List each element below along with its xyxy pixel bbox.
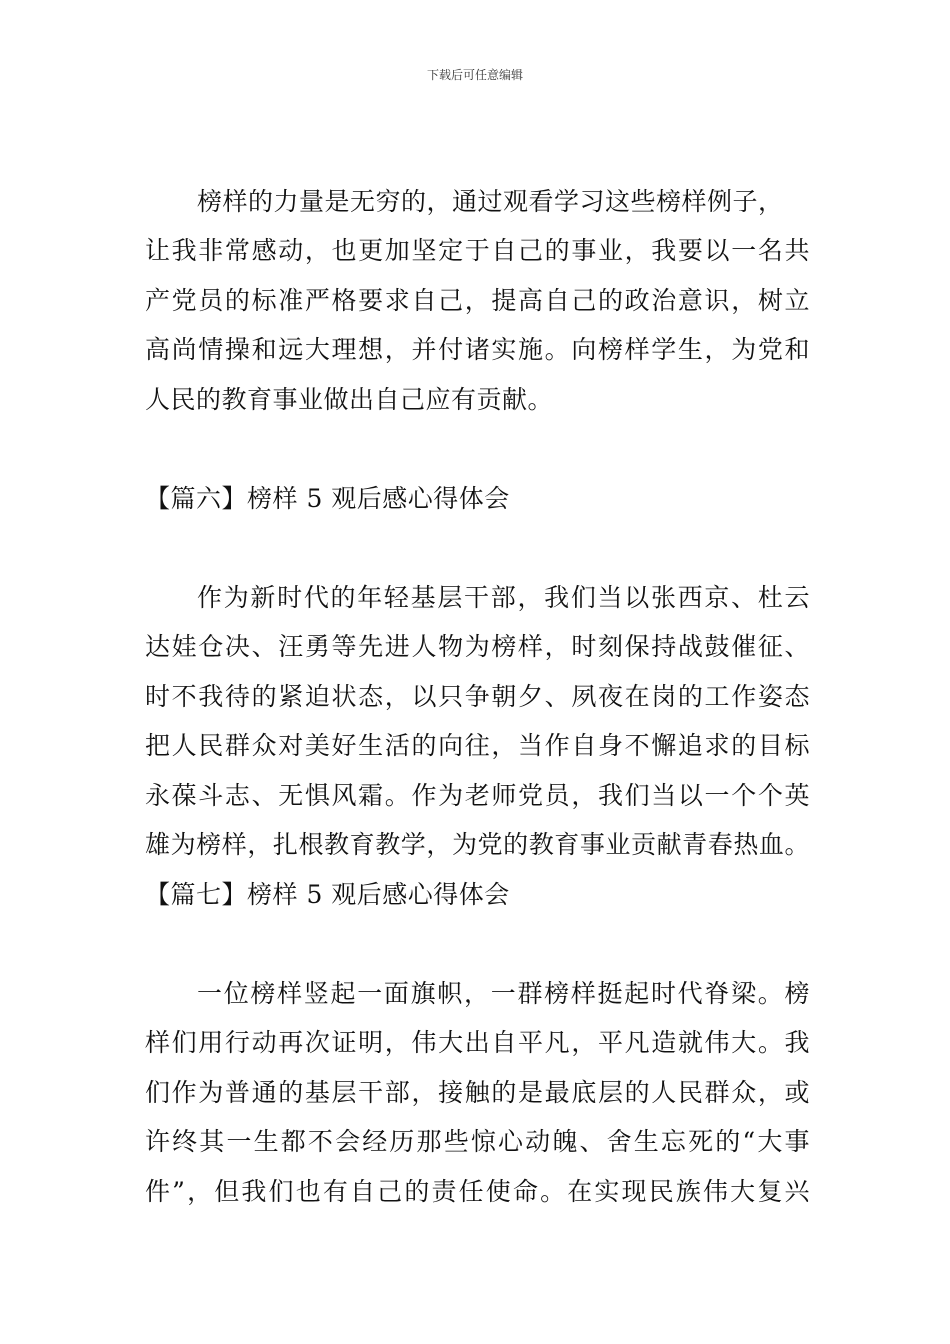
paragraph-line: 把人民群众对美好生活的向往，当作自身不懈追求的目标: [145, 731, 810, 760]
paragraph-line: 永葆斗志、无惧风霜。作为老师党员，我们当以一个个英: [145, 781, 810, 810]
paragraph-line: 时不我待的紧迫状态，以只争朝夕、夙夜在岗的工作姿态: [145, 682, 810, 711]
section-heading: 【篇七】榜样 5 观后感心得体会: [145, 880, 510, 909]
paragraph-line: 产党员的标准严格要求自己，提高自己的政治意识，树立: [145, 286, 810, 315]
paragraph-line: 们作为普通的基层干部，接触的是最底层的人民群众，或: [145, 1078, 810, 1107]
section-heading: 【篇六】榜样 5 观后感心得体会: [145, 484, 510, 513]
paragraph-line: 一位榜样竖起一面旗帜，一群榜样挺起时代脊梁。榜: [197, 979, 810, 1008]
paragraph-line: 高尚情操和远大理想，并付诸实施。向榜样学生，为党和: [145, 335, 810, 364]
paragraph-line: 作为新时代的年轻基层干部，我们当以张西京、杜云: [197, 583, 810, 612]
paragraph-line: 人民的教育事业做出自己应有贡献。: [145, 385, 554, 414]
paragraph-line: 样们用行动再次证明，伟大出自平凡，平凡造就伟大。我: [145, 1028, 810, 1057]
paragraph-line: 让我非常感动，也更加坚定于自己的事业，我要以一名共: [145, 236, 810, 265]
paragraph-line: 榜样的力量是无穷的，通过观看学习这些榜样例子，: [197, 187, 784, 216]
paragraph-line: 达娃仓决、汪勇等先进人物为榜样，时刻保持战鼓催征、: [145, 632, 810, 661]
paragraph-line: 许终其一生都不会经历那些惊心动魄、舍生忘死的“大事: [145, 1127, 810, 1156]
paragraph-line: 件”，但我们也有自己的责任使命。在实现民族伟大复兴: [145, 1177, 810, 1206]
paragraph-line: 雄为榜样，扎根教育教学，为党的教育事业贡献青春热血。: [145, 830, 810, 859]
header-note: 下载后可任意编辑: [426, 68, 523, 82]
